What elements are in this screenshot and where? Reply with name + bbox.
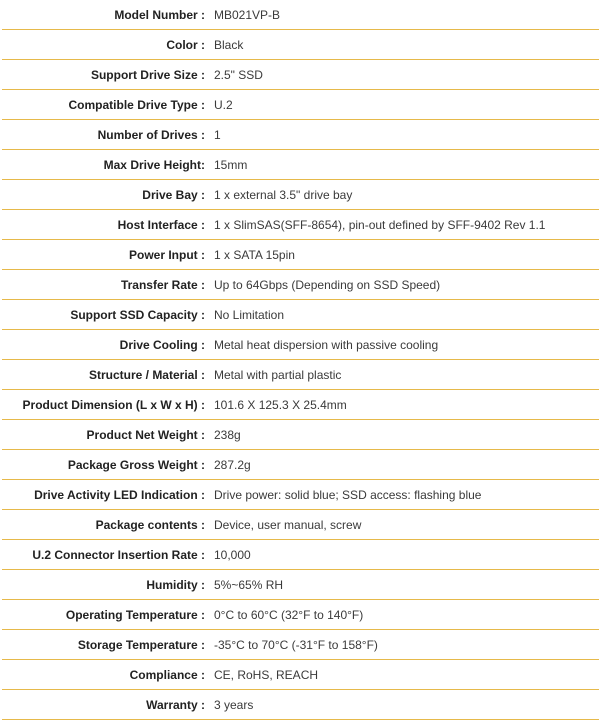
spec-row	[2, 450, 599, 480]
spec-label: Drive Activity LED Indication :	[2, 480, 207, 510]
spec-label: Compatible Drive Type :	[2, 90, 207, 120]
spec-value: 287.2g	[207, 450, 599, 480]
spec-label: Humidity :	[2, 570, 207, 600]
spec-label: U.2 Connector Insertion Rate :	[2, 540, 207, 570]
spec-label: Warranty :	[2, 690, 207, 720]
spec-value: 5%~65% RH	[207, 570, 599, 600]
spec-label: Drive Cooling :	[2, 330, 207, 360]
spec-value: 1 x external 3.5" drive bay	[207, 180, 599, 210]
spec-row	[2, 210, 599, 240]
spec-row	[2, 420, 599, 450]
spec-row	[2, 390, 599, 420]
spec-value: Up to 64Gbps (Depending on SSD Speed)	[207, 270, 599, 300]
spec-label: Max Drive Height:	[2, 150, 207, 180]
spec-label: Compliance :	[2, 660, 207, 690]
spec-label: Package contents :	[2, 510, 207, 540]
spec-label: Support SSD Capacity :	[2, 300, 207, 330]
spec-row	[2, 690, 599, 720]
spec-label: Structure / Material :	[2, 360, 207, 390]
spec-label: Support Drive Size :	[2, 60, 207, 90]
spec-row	[2, 120, 599, 150]
spec-row	[2, 60, 599, 90]
spec-row	[2, 30, 599, 60]
spec-value: No Limitation	[207, 300, 599, 330]
spec-label: Model Number :	[2, 0, 207, 30]
spec-row	[2, 270, 599, 300]
spec-label: Transfer Rate :	[2, 270, 207, 300]
spec-value: 1 x SATA 15pin	[207, 240, 599, 270]
spec-value: Device, user manual, screw	[207, 510, 599, 540]
spec-row	[2, 90, 599, 120]
spec-value: 1	[207, 120, 599, 150]
spec-label: Host Interface :	[2, 210, 207, 240]
spec-value: 10,000	[207, 540, 599, 570]
spec-value: Metal with partial plastic	[207, 360, 599, 390]
spec-value: 15mm	[207, 150, 599, 180]
spec-value: -35°C to 70°C (-31°F to 158°F)	[207, 630, 599, 660]
spec-label: Package Gross Weight :	[2, 450, 207, 480]
spec-row	[2, 660, 599, 690]
spec-value: U.2	[207, 90, 599, 120]
spec-row	[2, 480, 599, 510]
spec-label: Product Net Weight :	[2, 420, 207, 450]
spec-row	[2, 150, 599, 180]
spec-row	[2, 600, 599, 630]
spec-value: Drive power: solid blue; SSD access: flashing blue	[207, 480, 599, 510]
spec-row	[2, 240, 599, 270]
spec-row	[2, 510, 599, 540]
spec-row	[2, 360, 599, 390]
spec-row	[2, 0, 599, 30]
spec-label: Number of Drives :	[2, 120, 207, 150]
spec-value: 3 years	[207, 690, 599, 720]
spec-label: Color :	[2, 30, 207, 60]
spec-value: Black	[207, 30, 599, 60]
spec-row	[2, 540, 599, 570]
spec-value: 2.5" SSD	[207, 60, 599, 90]
spec-value: Metal heat dispersion with passive cooling	[207, 330, 599, 360]
spec-label: Drive Bay :	[2, 180, 207, 210]
spec-table	[2, 0, 599, 720]
spec-value: 101.6 X 125.3 X 25.4mm	[207, 390, 599, 420]
spec-label: Operating Temperature :	[2, 600, 207, 630]
spec-value: MB021VP-B	[207, 0, 599, 30]
spec-row	[2, 630, 599, 660]
spec-row	[2, 180, 599, 210]
spec-value: 0°C to 60°C (32°F to 140°F)	[207, 600, 599, 630]
spec-value: CE, RoHS, REACH	[207, 660, 599, 690]
spec-label: Product Dimension (L x W x H) :	[2, 390, 207, 420]
spec-value: 238g	[207, 420, 599, 450]
spec-row	[2, 570, 599, 600]
spec-table-body	[2, 0, 599, 720]
spec-value: 1 x SlimSAS(SFF-8654), pin-out defined by SFF-9402 Rev 1.1	[207, 210, 599, 240]
spec-row	[2, 330, 599, 360]
spec-row	[2, 300, 599, 330]
spec-label: Power Input :	[2, 240, 207, 270]
spec-label: Storage Temperature :	[2, 630, 207, 660]
